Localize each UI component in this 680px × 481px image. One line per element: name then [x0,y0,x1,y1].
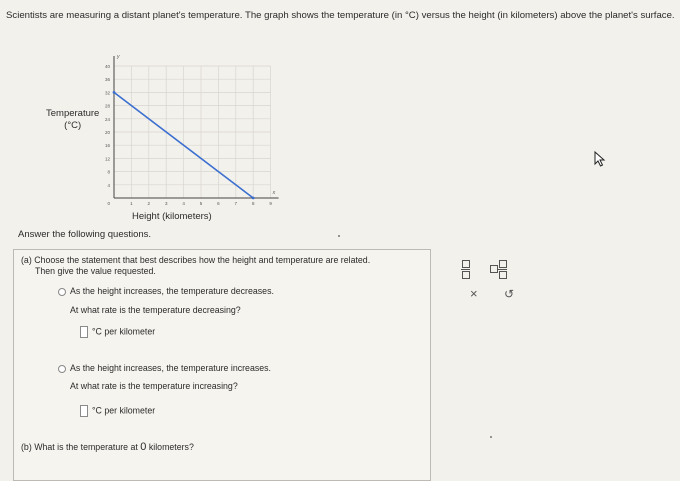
part-a-prompt [21,255,370,277]
grid [114,66,271,198]
decrease-rate-unit: °C per kilometer [92,326,156,337]
part-b-text-start: (b) What is the temperature at [21,442,141,452]
x-tick-label: 8 [251,201,255,206]
stray-dot [338,235,340,237]
intro-unit-open: (in [391,10,405,21]
radio-decreases[interactable] [58,288,66,296]
part-b-value: 0 [140,441,147,453]
x-axis-letter: x [272,190,276,196]
y-tick-label: 36 [104,77,110,83]
axes [114,56,279,198]
y-tick-label: 40 [104,64,110,69]
y-tick-label: 20 [104,130,110,135]
x-tick-label: 7 [234,201,238,206]
mouse-cursor-icon [594,151,606,167]
line-endpoint [252,197,255,200]
y-axis-letter: y [117,54,120,60]
increase-rate-row [80,405,155,417]
x-tick-label: 3 [164,201,168,206]
x-axis-title: Height (kilometers) [132,211,212,222]
tick-labels [105,54,276,206]
decrease-rate-row [80,326,155,338]
y-tick-label: 4 [107,182,110,188]
y-axis-title-line2: (°C) [64,120,82,131]
x-tick-label: 5 [199,201,203,206]
y-tick-label: 12 [104,156,110,162]
y-tick-label: 8 [107,169,110,175]
temperature-height-graph [92,30,276,210]
increase-rate-unit: °C per kilometer [92,405,156,416]
decrease-rate-question: At what rate is the temperature decreasing? [70,305,241,315]
radio-increases[interactable] [58,365,66,373]
intro-unit-close: ) [415,10,419,21]
part-a-prompt-line1: (a) Choose the statement that best describes how the height and temperature are related. [21,255,371,265]
stray-dot [490,436,492,438]
intro-text-end: versus the height (in kilometers) above the planet's surface. [418,10,675,21]
option-decreases-label: As the height increases, the temperature decreases. [70,286,274,296]
decrease-rate-input[interactable] [80,326,88,338]
part-b-text-end: kilometers? [146,442,194,452]
x-tick-label: 9 [269,201,272,206]
x-tick-label: 4 [182,201,185,206]
option-increases-label: As the height increases, the temperature increases. [70,363,271,373]
line-endpoint [113,91,116,94]
fraction-icon[interactable] [461,260,470,279]
y-tick-label: 24 [104,116,110,122]
option-increases[interactable] [58,363,271,374]
problem-intro [6,10,675,21]
intro-unit: °C [404,10,416,21]
increase-rate-question: At what rate is the temperature increasing? [70,381,238,391]
x-tick-label: 1 [130,201,133,206]
increase-rate-input[interactable] [80,405,88,417]
math-tool-palette [452,258,524,318]
y-axis-title-line1: Temperature [46,108,100,119]
intro-text-start: Scientists are measuring a distant planet's temperature. The graph shows the temperature [6,10,392,21]
y-tick-label: 16 [104,143,110,149]
question-panel [13,249,431,481]
mixed-number-icon[interactable] [498,260,507,279]
origin-label: 0 [107,201,110,206]
answer-heading: Answer the following questions. [18,229,152,240]
y-tick-label: 32 [104,90,110,96]
clear-button[interactable]: × [470,286,478,301]
part-b-prompt [21,442,194,453]
undo-button[interactable]: ↺ [504,287,515,301]
mixed-number-whole-box[interactable] [490,265,498,273]
y-tick-label: 28 [104,103,110,109]
option-decreases[interactable] [58,286,274,297]
x-tick-label: 2 [147,201,151,206]
part-a-prompt-line2: Then give the value requested. [35,266,156,276]
x-tick-label: 6 [217,201,220,206]
